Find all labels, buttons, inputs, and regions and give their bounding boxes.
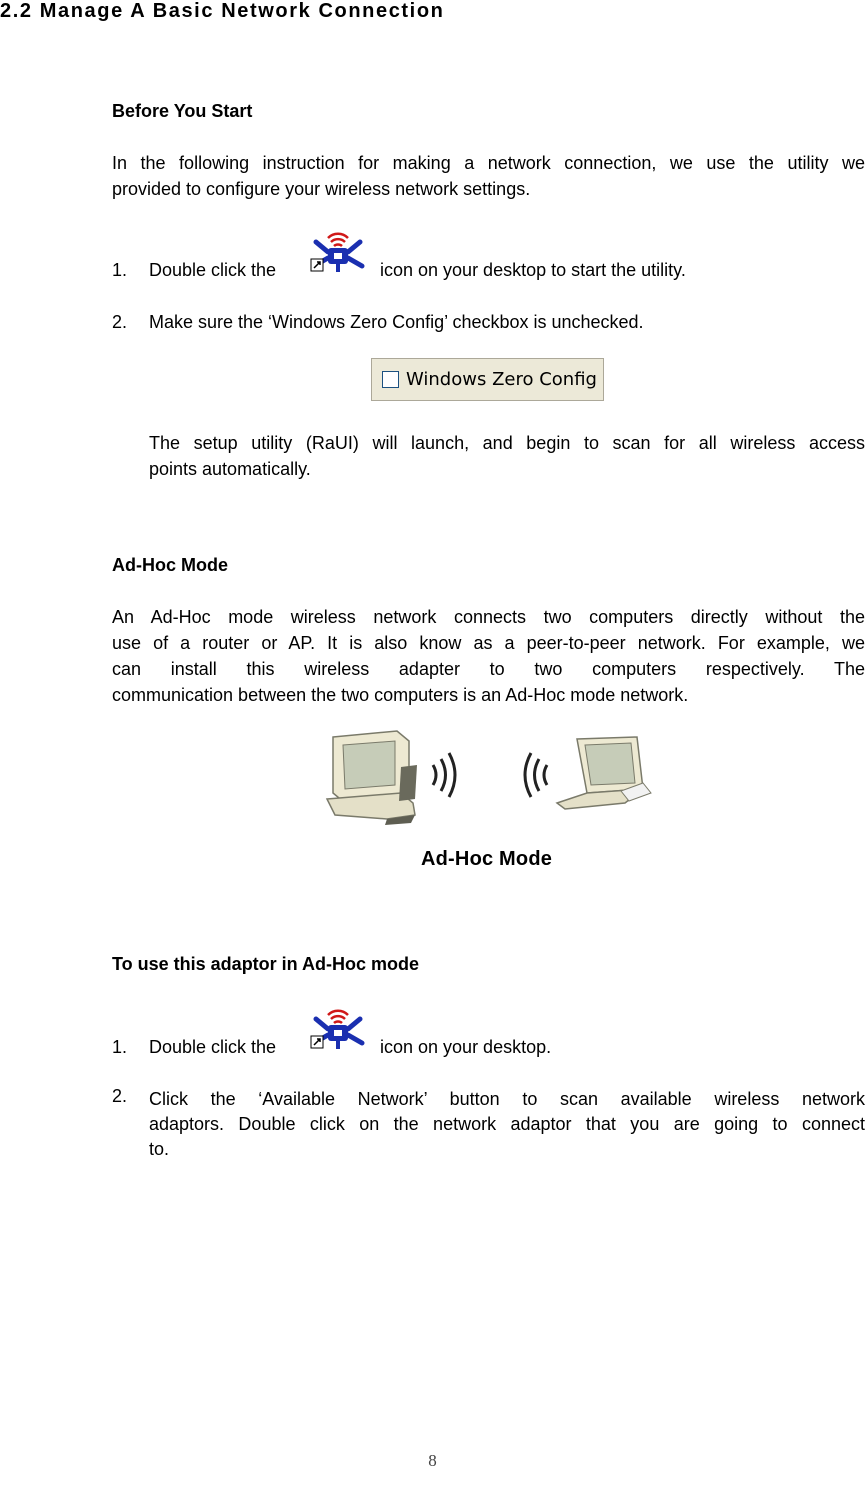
adhoc-heading: Ad-Hoc Mode — [112, 555, 228, 575]
adhoc-para-line-1: An Ad-Hoc mode wireless network connects two computers directly without the — [112, 607, 865, 627]
section-title: 2.2 Manage A Basic Network Connection — [0, 0, 445, 22]
page-number: 8 — [428, 1451, 437, 1470]
radio-tower-icon — [310, 1003, 366, 1053]
adhoc-step-1-number: 1. — [112, 1037, 128, 1057]
adhoc-para-line-3: can install this wireless adapter to two computers respectively. The — [112, 659, 865, 679]
intro-line-2: provided to configure your wireless network settings. — [112, 179, 531, 199]
before-you-start-heading: Before You Start — [112, 101, 253, 121]
adhoc-step-1-text-before: Double click the — [149, 1037, 277, 1057]
laptop-computer-icon — [557, 737, 651, 809]
adhoc-step-2-line-1: Click the ‘Available Network’ button to scan available wireless network — [149, 1089, 865, 1109]
adhoc-illustration — [325, 727, 655, 827]
adhoc-step-2-line-2: adaptors. Double click on the network adaptor that you are going to connect — [149, 1114, 865, 1134]
step-1-text-before: Double click the — [149, 260, 277, 280]
adhoc-step-2-line-3: to. — [149, 1139, 170, 1159]
step-2-number: 2. — [112, 312, 128, 332]
intro-line-1: In the following instruction for making a network connection, we use the utility we — [112, 153, 865, 173]
adhoc-figure — [325, 727, 655, 827]
launch-line-2: points automatically. — [149, 459, 311, 479]
step-1-text-after: icon on your desktop to start the utility. — [380, 260, 686, 280]
wireless-signal-right-icon — [433, 753, 455, 797]
utility-desktop-shortcut-icon[interactable] — [310, 226, 366, 276]
windows-zero-config-checkbox-panel — [371, 358, 604, 401]
windows-zero-config-label: Windows Zero Config — [406, 369, 597, 390]
windows-zero-config-checkbox[interactable] — [382, 371, 399, 388]
desktop-computer-icon — [327, 731, 417, 825]
radio-tower-icon — [310, 226, 366, 276]
adhoc-step-1-text-after: icon on your desktop. — [380, 1037, 552, 1057]
step-1-number: 1. — [112, 260, 128, 280]
launch-line-1: The setup utility (RaUI) will launch, and begin to scan for all wireless access — [149, 433, 865, 453]
utility-desktop-shortcut-icon-2[interactable] — [310, 1003, 366, 1053]
use-adhoc-heading: To use this adaptor in Ad-Hoc mode — [112, 954, 420, 974]
wireless-signal-left-icon — [525, 753, 547, 797]
adhoc-figure-caption: Ad-Hoc Mode — [421, 848, 553, 870]
adhoc-para-line-4: communication between the two computers is an Ad-Hoc mode network. — [112, 685, 689, 705]
adhoc-step-2-number: 2. — [112, 1086, 128, 1106]
adhoc-para-line-2: use of a router or AP. It is also know as a peer-to-peer network. For example, we — [112, 633, 865, 653]
step-2-text: Make sure the ‘Windows Zero Config’ checkbox is unchecked. — [149, 312, 644, 332]
